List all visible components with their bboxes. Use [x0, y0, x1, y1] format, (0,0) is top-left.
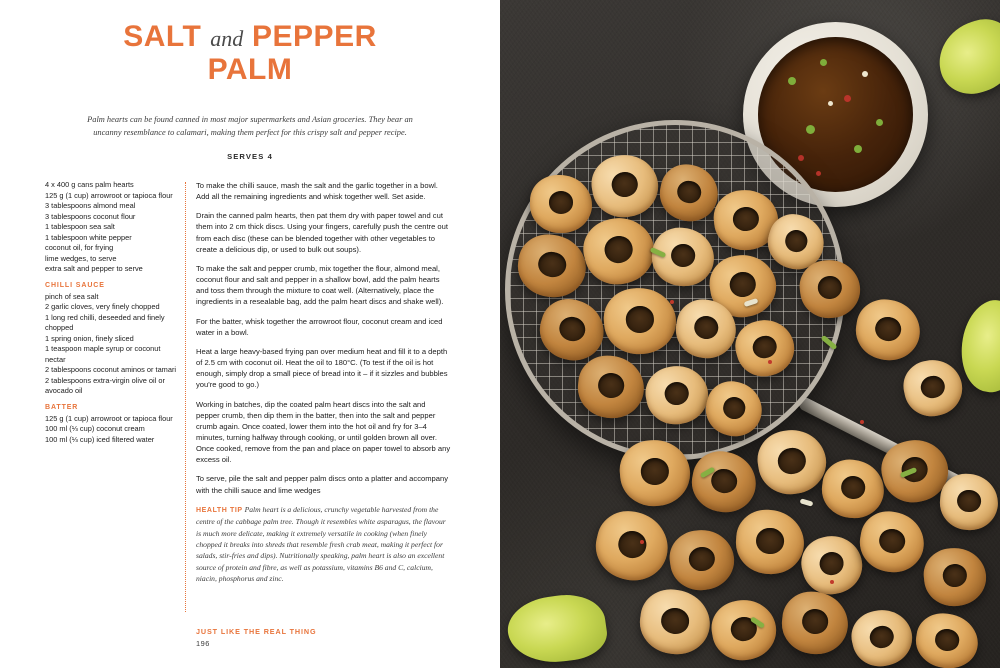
health-tip-text: Palm heart is a delicious, crunchy vegetable harvested from the centre of the cabbage palm tree. Though it resembles white asparagus, the flavour is much more delicate, making it extremely versatile in cooking (when finely chopped it breaks into shreds that resemble fresh crab meat, making it perfect for salads, stir-fries and dips). Nutritionally speaking, palm heart is also an excellent source of protein and fibre, as well as potassium, vitamins B6 and C, calcium, niacin, phosphorus and zinc.: [196, 504, 446, 584]
ingredients-list: [45, 180, 180, 445]
method-step: Heat a large heavy-based frying pan over medium heat and fill it to a depth of 2.5 cm with coconut oil. Heat the oil to 180°C. (To test if the oil is hot enough, simply drop a small piece of bread into it – if it sizzles and bubbles you're good to go.): [196, 346, 448, 390]
chilli-sauce-heading: CHILLI SAUCE: [45, 281, 105, 289]
method-steps: [196, 180, 451, 585]
ingredient-item: 2 tablespoons coconut aminos or tamari: [45, 365, 177, 375]
method-step: To serve, pile the salt and pepper palm discs onto a platter and accompany with the chilli sauce and lime wedges: [196, 474, 449, 495]
recipe-photograph: [500, 0, 1000, 668]
chilli-fleck: [830, 580, 834, 584]
method-step: Drain the canned palm hearts, then pat them dry with paper towel and cut them into 2 cm thick discs. Using your fingers, carefully push the centre out from each disc (these can be blended together with other vegetables to create a delicious dip, or used to bulk out soups).: [196, 211, 448, 254]
chilli-fleck: [768, 360, 772, 364]
ingredient-item: 1 tablespoon white pepper: [45, 232, 132, 242]
ingredient-item: 2 garlic cloves, very finely chopped: [45, 302, 160, 312]
ingredient-item: 2 tablespoons extra-virgin olive oil or avocado oil: [45, 375, 165, 396]
page-number: 196: [196, 638, 210, 648]
method-step: Working in batches, dip the coated palm heart discs into the salt and pepper crumb, then dip them in the batter, then into the salt and pepper crumb again. Once coated, lower them into the hot oil and fry for 3–4 minutes, turning halfway through cooking, or until golden brown all over. Once cooked, remove from the pan and place on paper towel to absorb any excess oil.: [196, 399, 451, 465]
chilli-fleck: [640, 540, 644, 544]
method-step: To make the salt and pepper crumb, mix together the flour, almond meal, coconut flour and salt and pepper in a shallow bowl, add the palm hearts and toss them through the mixture to coat well. (Alternatively, place the ingredients in a resealable bag, add the palm heart discs and shake well).: [196, 263, 444, 307]
page-footer: [196, 626, 456, 649]
column-divider: [185, 182, 187, 612]
title-word-palm: PALM: [207, 52, 293, 86]
ingredient-item: 125 g (1 cup) arrowroot or tapioca flour: [45, 190, 173, 200]
batter-heading: BATTER: [45, 403, 79, 411]
health-tip-label: HEALTH TIP: [196, 506, 243, 514]
method-step: For the batter, whisk together the arrowroot flour, coconut cream and iced water in a bowl.: [196, 316, 443, 337]
chapter-title: JUST LIKE THE REAL THING: [196, 627, 317, 636]
ingredient-item: coconut oil, for frying: [45, 243, 114, 253]
health-tip: [196, 504, 451, 585]
ingredient-item: 1 tablespoon sea salt: [45, 222, 115, 232]
recipe-intro: Palm hearts can be found canned in most major supermarkets and Asian groceries. They bear an uncanny resemblance to calamari, making them perfect for this crispy salt and pepper recipe.: [87, 115, 413, 138]
ingredient-item: 3 tablespoons almond meal: [45, 201, 136, 211]
ingredient-item: 3 tablespoons coconut flour: [45, 211, 136, 221]
title-word-pepper: PEPPER: [252, 20, 377, 53]
ingredient-item: 1 long red chilli, deseeded and finely chopped: [45, 312, 165, 333]
serves-label: SERVES 4: [227, 152, 273, 161]
ingredient-item: pinch of sea salt: [45, 291, 99, 301]
title-word-salt: SALT: [123, 20, 202, 53]
recipe-title: [0, 22, 500, 85]
ingredient-item: 1 teaspoon maple syrup or coconut nectar: [45, 344, 161, 364]
ingredient-item: extra salt and pepper to serve: [45, 264, 143, 274]
ingredient-item: 125 g (1 cup) arrowroot or tapioca flour: [45, 413, 173, 423]
method-step: To make the chilli sauce, mash the salt and the garlic together in a bowl. Add all the remaining ingredients and whisk together well. Set aside.: [196, 181, 438, 202]
ingredient-item: 100 ml (⅓ cup) coconut cream: [45, 424, 145, 434]
ingredient-item: 100 ml (⅓ cup) iced filtered water: [45, 434, 155, 444]
title-word-and: and: [210, 26, 244, 51]
chilli-fleck: [860, 420, 864, 424]
ingredient-item: 1 spring onion, finely sliced: [45, 333, 134, 343]
ingredient-item: 4 x 400 g cans palm hearts: [45, 180, 134, 189]
palm-heart-ring: [530, 175, 592, 233]
chilli-fleck: [670, 300, 674, 304]
ingredient-item: lime wedges, to serve: [45, 253, 117, 263]
